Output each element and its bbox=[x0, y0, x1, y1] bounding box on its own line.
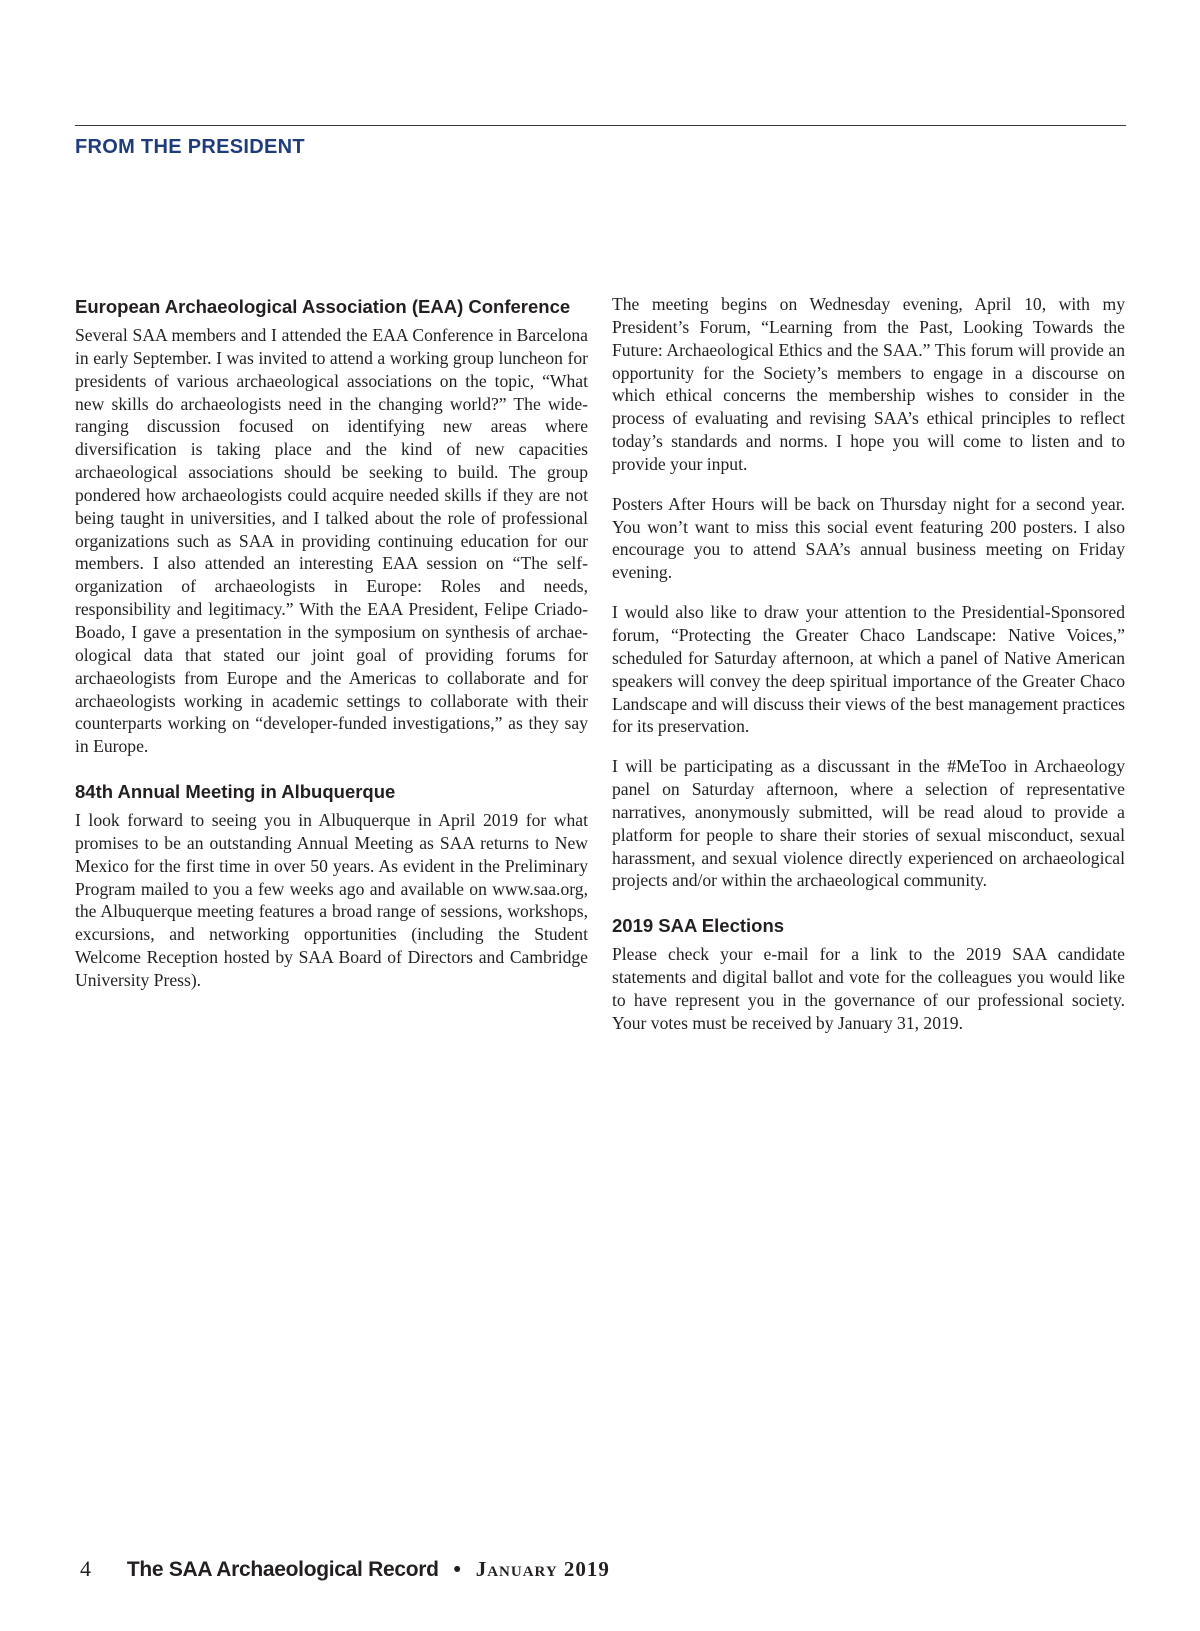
meeting-heading: 84th Annual Meeting in Albuquerque bbox=[75, 781, 396, 803]
section-label: FROM THE PRESIDENT bbox=[75, 136, 305, 158]
page-footer bbox=[80, 1556, 610, 1582]
elections-heading: 2019 SAA Elections bbox=[612, 915, 785, 937]
publication-title: The SAA Archaeological Record bbox=[126, 1558, 439, 1581]
posters-paragraph: Posters After Hours will be back on Thursday night for a second year. You won’t want to miss this social event featuring 200 posters. I also encourage you to attend SAA’s annual business meeting on Friday evening. bbox=[612, 493, 1125, 583]
issue-date: January 2019 bbox=[475, 1557, 610, 1581]
forum-paragraph: The meeting begins on Wednesday evening, April 10, with my President’s Forum, “Learning from the Past, Looking Towards the Future: Archaeological Ethics and the SAA.” This forum will provide an opportunity for the Society’s members to engage in a discourse on which ethical concerns the membership wishes to consider in the process of evaluating and revising SAA’s ethical principles to reflect today’s standards and norms. I hope you will come to listen and to provide your input. bbox=[612, 294, 1125, 474]
footer-bullet: • bbox=[453, 1558, 461, 1581]
eaa-heading: European Archaeological Association (EAA) Conference bbox=[75, 296, 571, 317]
eaa-paragraph: Several SAA members and I attended the EAA Conference in Barcelona in early September. I was invited to attend a working group luncheon for presidents of various archaeological associations on the topic, “What new skills do archaeologists need in the changing world?” The wide-ranging discussion focused on identifying new areas where diversification is taking place and the kind of new capacities archaeological associations should be seeking to build. The group pondered how archaeologists could acquire needed skills if they are not being taught in universities, and I talked about the role of professional organizations such as SAA in providing continuing education for our members. I also attended an interesting EAA session on “The self-organization of archaeologists in Europe: Roles and needs, responsibility and legitimacy.” With the EAA President, Felipe Criado-Boado, I gave a presentation in the symposium on synthesis of archaeological data that stated our joint goal of providing forums for archaeologists from Europe and the Americas to collaborate and for archaeologists working in academic settings to collaborate with their counterparts working on “developer-funded investigations,” as they say in Europe. bbox=[75, 325, 588, 757]
meeting-paragraph: I look forward to seeing you in Albuquerque in April 2019 for what promises to be an outstanding Annual Meeting as SAA returns to New Mexico for the first time in over 50 years. As evident in the Preliminary Program mailed to you a few weeks ago and available on www.saa.org, the Albuquerque meeting features a broad range of sessions, workshops, excursions, and networking opportunities (including the Student Welcome Reception hosted by SAA Board of Directors and Cambridge University Press). bbox=[75, 810, 588, 990]
left-column bbox=[75, 296, 588, 992]
right-column bbox=[612, 296, 1125, 1035]
page-number: 4 bbox=[80, 1556, 91, 1581]
elections-paragraph: Please check your e-mail for a link to the 2019 SAA candidate statements and digital ballot and vote for the colleagues you would like to have represent you in the governance of our professional society. Your votes must be received by January 31, 2019. bbox=[612, 944, 1125, 1033]
top-rule bbox=[75, 125, 1126, 126]
metoo-paragraph: I will be participating as a discussant in the #MeToo in Archaeology panel on Saturday afternoon, where a selection of representative narratives, anonymously submitted, will be read aloud to provide a platform for people to share their stories of sexual misconduct, sexual harassment, and sexual violence directly experienced on archaeological projects and/or within the archaeological community. bbox=[612, 756, 1125, 891]
chaco-paragraph: I would also like to draw your attention to the Presidential-Sponsored forum, “Protecting the Greater Chaco Landscape: Native Voices,” scheduled for Saturday afternoon, at which a panel of Native American speakers will convey the deep spiritual importance of the Greater Chaco Landscape and will discuss their views of the best management practices for its preservation. bbox=[612, 602, 1125, 737]
